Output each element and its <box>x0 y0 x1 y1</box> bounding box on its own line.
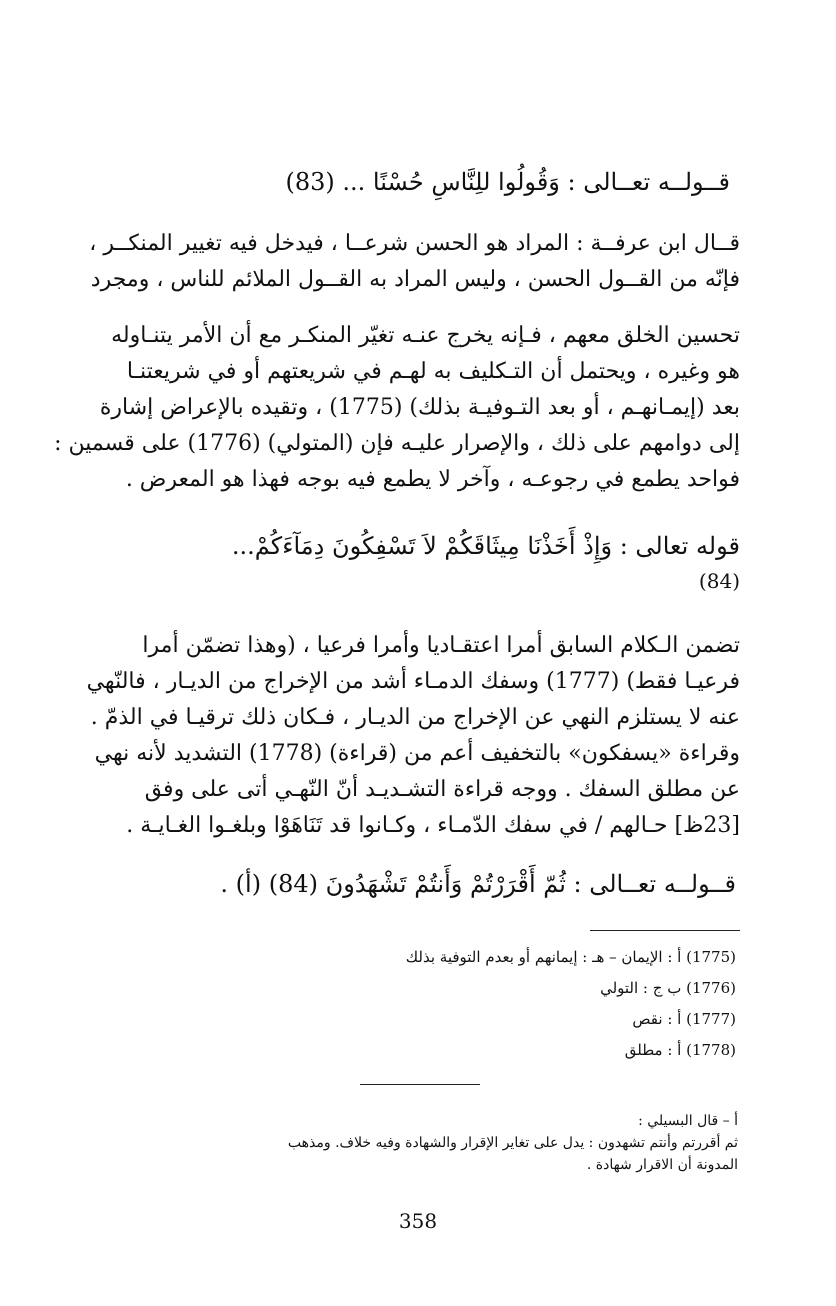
paragraph-tahsin <box>54 318 740 498</box>
verse-84b-heading <box>150 864 736 904</box>
verse-84-heading <box>96 526 740 596</box>
paragraph-line: تحسين الخلق معهم ، فـإنه يخرج عنـه تغيّر المنكـر مع أن الأمر يتنـاوله <box>111 323 740 348</box>
paragraph-line: إلى دوامهم على ذلك ، والإصرار عليـه فإن (المتولي) (1776) على قسمين : <box>54 431 740 456</box>
footnote-1778: (1778) أ : مطلق <box>624 1041 736 1059</box>
annotation-line: المدونة أن الاقرار شهادة . <box>586 1157 738 1173</box>
paragraph-line: قــال ابن عرفــة : المراد هو الحسن شرعــا ، فيدخل فيه تغيير المنكــر ، <box>89 231 740 256</box>
paragraph-line: تضمن الـكلام السابق أمرا اعتقـاديا وأمرا فرعيا ، (وهذا تضمّن أمرا <box>142 633 740 658</box>
paragraph-line: فرعيـا فقط) (1777) وسفك الدمـاء أشد من الإخراج من الديـار ، فالنّهي <box>86 669 740 694</box>
paragraph-line: هو وغيره ، ويحتمل أن التـكليف به لهـم في شريعتهم أو في شريعتنـا <box>126 359 740 384</box>
footnote-separator <box>590 930 740 931</box>
paragraph-line: وقراءة «يسفكون» بالتخفيف أعم من (قراءة) (1778) التشديد لأنه نهي <box>94 741 740 766</box>
annotation-separator <box>360 1084 480 1085</box>
footnote-1775: (1775) أ : الإيمان – هـ : إيمانهم أو بعدم التوفية بذلك <box>405 948 736 966</box>
page-number: 358 <box>398 1209 438 1233</box>
verse-84b-line: قــولــه تعــالى : ثُمّ أَقْرَرْتُمْ وَأَنتُمْ تَشْهَدُونَ (84) (أ) . <box>220 870 736 898</box>
paragraph-line: فإنّه من القــول الحسن ، وليس المراد به القــول الملائم للناس ، ومجرد <box>90 267 740 292</box>
paragraph-tadammun <box>86 628 740 844</box>
footnote-1777: (1777) أ : نقص <box>632 1010 736 1028</box>
paragraph-line: عنه لا يستلزم النهي عن الإخراج من الديـار ، فـكان ذلك ترقيـا في الذمّ . <box>90 705 740 730</box>
paragraph-line: [23ظ] حـالهم / في سفك الدّمـاء ، وكـانوا قد تَنَاهَوْا وبلغـوا الغـايـة . <box>126 813 740 838</box>
verse-83-line: قــولــه تعــالى : وَقُولُوا للِنَّاسِ حُسْنًا ... (83) <box>285 168 730 196</box>
annotation-line: ثم أقررتم وأنتم تشهدون : يدل على تغاير الإقرار والشهادة وفيه خلاف. ومذهب <box>287 1135 738 1151</box>
footnote-1776: (1776) ب ج : التولي <box>600 979 736 997</box>
annotation-line: أ – قال البسيلي : <box>638 1113 738 1129</box>
annotation-note <box>88 1110 738 1176</box>
verse-84-number: (84) <box>698 569 740 593</box>
verse-83-heading <box>170 162 730 202</box>
paragraph-line: فواحد يطمع في رجوعـه ، وآخر لا يطمع فيه بوجه فهذا هو المعرض . <box>125 467 740 492</box>
paragraph-ibn-arafa <box>89 226 740 298</box>
footnotes <box>300 942 736 1066</box>
verse-84-line: قوله تعالى : وَإِذْ أَخَذْنَا مِيثَاقَكُمْ لاَ تَسْفِكُونَ دِمَآءَكُمْ... <box>231 532 740 560</box>
paragraph-line: عن مطلق السفك . ووجه قراءة التشـديـد أنّ النّهـي أتى على وفق <box>144 777 740 802</box>
paragraph-line: بعد (إيمـانهـم ، أو بعد التـوفيـة بذلك) (1775) ، وتقيده بالإعراض إشارة <box>99 395 740 420</box>
